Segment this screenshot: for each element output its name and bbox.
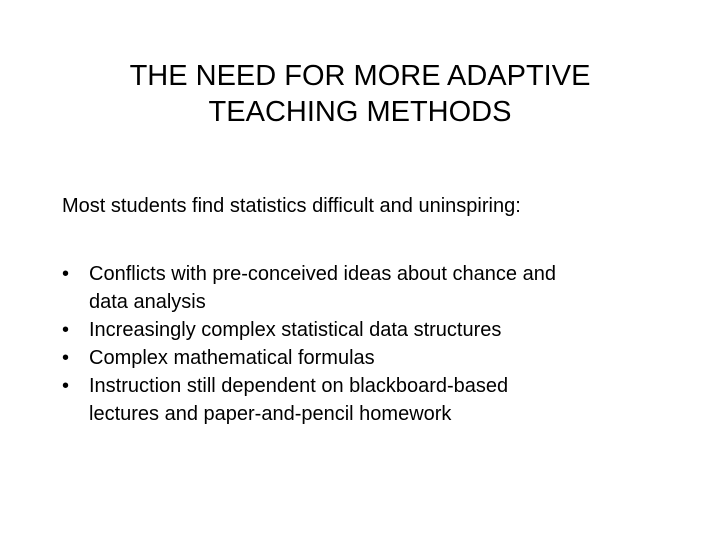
bullet-text-line: Conflicts with pre-conceived ideas about chance and	[89, 263, 556, 285]
slide-title	[60, 58, 660, 130]
bullet-item	[62, 316, 682, 344]
slide-title-line: TEACHING METHODS	[208, 96, 512, 128]
bullet-icon: •	[62, 375, 70, 397]
bullet-item	[62, 260, 682, 316]
bullet-text-line: Complex mathematical formulas	[89, 347, 375, 369]
bullet-item	[62, 344, 682, 372]
bullet-icon: •	[62, 263, 70, 285]
bullet-text-line: Instruction still dependent on blackboard-based	[89, 375, 509, 397]
bullet-text-line: data analysis	[89, 291, 206, 313]
bullet-item	[62, 372, 682, 428]
intro-text: Most students find statistics difficult and uninspiring:	[62, 195, 521, 217]
bullet-list	[62, 260, 682, 428]
bullet-text-line: Increasingly complex statistical data structures	[89, 319, 502, 341]
slide-title-line: THE NEED FOR MORE ADAPTIVE	[129, 60, 591, 92]
bullet-icon: •	[62, 319, 70, 341]
bullet-icon: •	[62, 347, 70, 369]
bullet-text-line: lectures and paper-and-pencil homework	[89, 403, 452, 425]
